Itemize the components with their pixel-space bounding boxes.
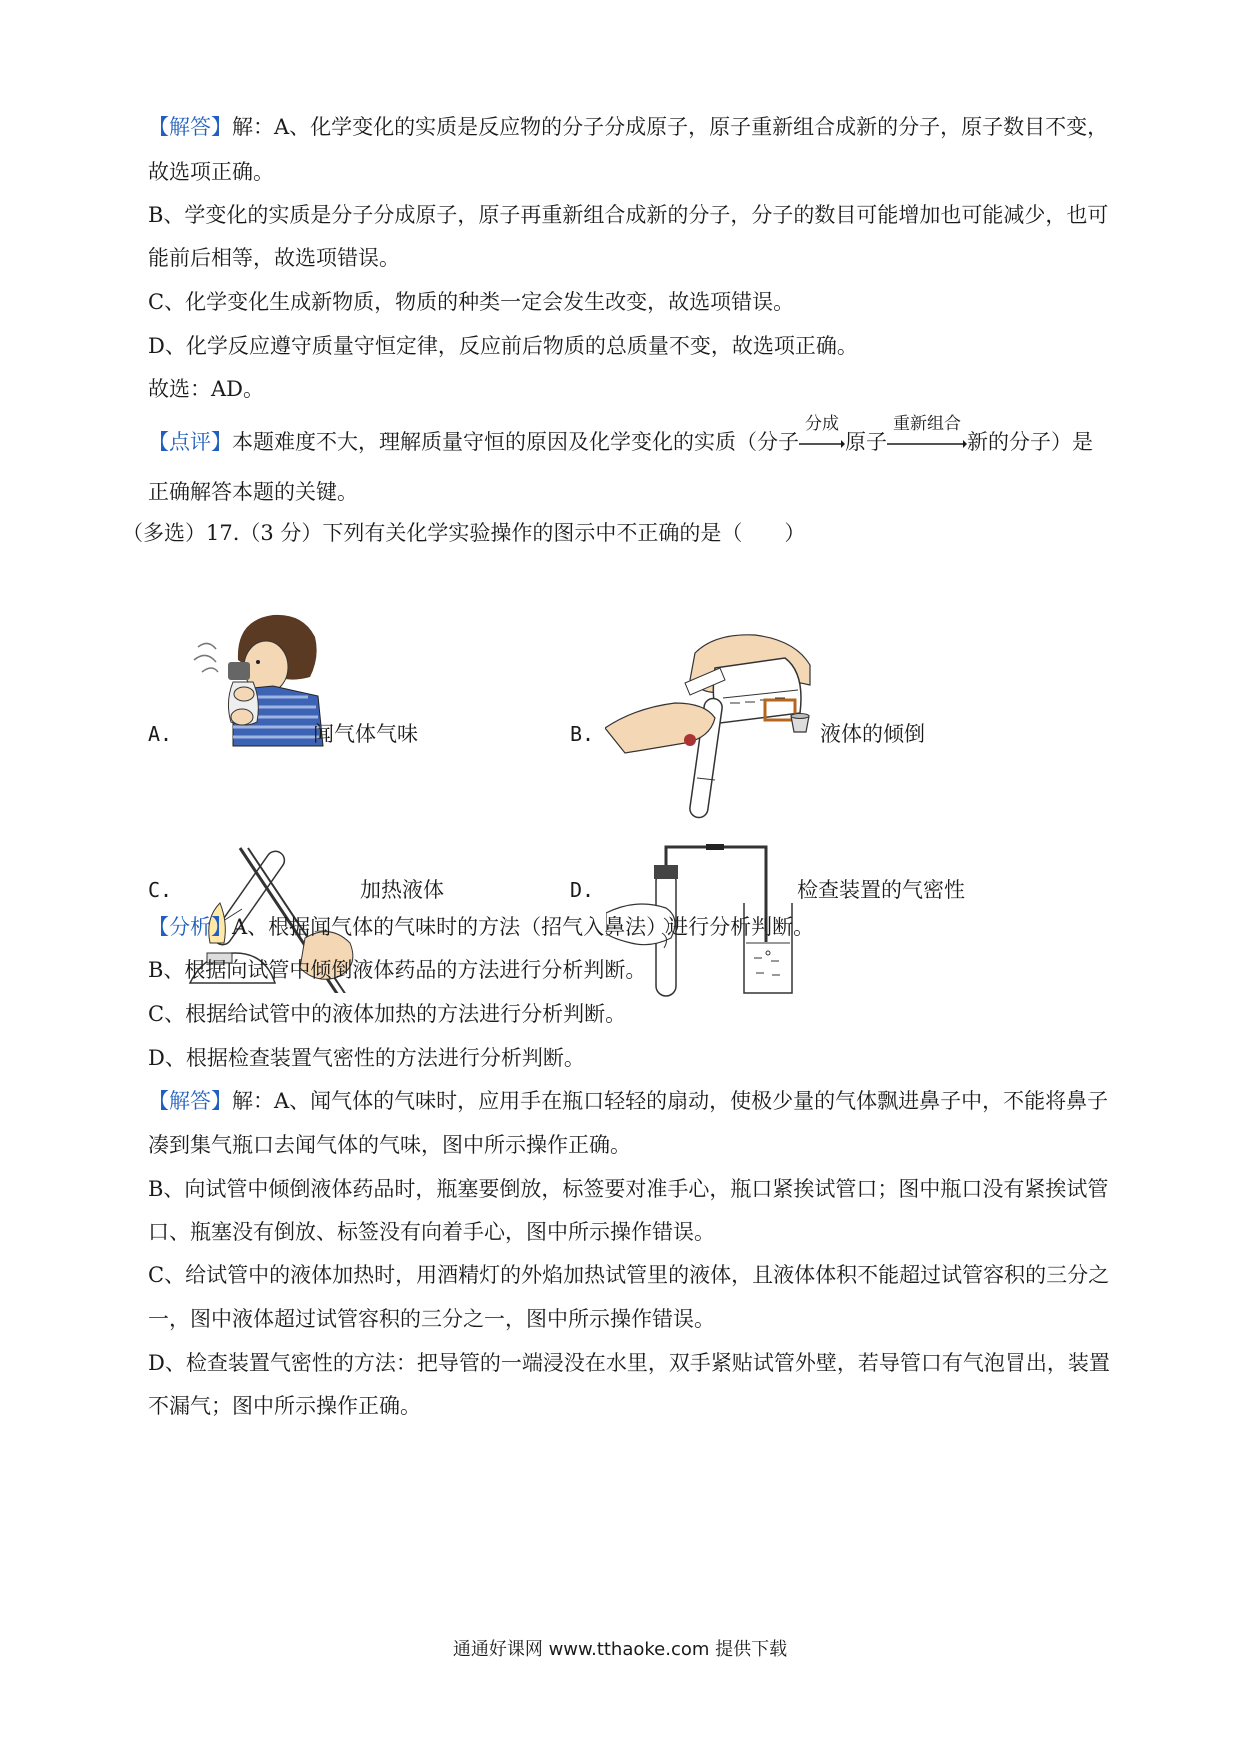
analysis-tag: 【分析】 xyxy=(148,915,232,939)
pouring-liquid-illustration xyxy=(605,628,815,828)
option-b-caption: 液体的倾倒 xyxy=(820,722,925,746)
answer1-line4: 能前后相等，故选项错误。 xyxy=(148,246,400,270)
option-a-caption: 闻气体气味 xyxy=(313,722,418,746)
answer2-line2: 凑到集气瓶口去闻气体的气味，图中所示操作正确。 xyxy=(148,1133,631,1157)
bottle-stopper-icon xyxy=(788,712,812,736)
analysis-line1: 【分析】A、根据闻气体的气味时的方法（招气入鼻法）进行分析判断。 xyxy=(148,915,815,939)
answer2-line3: B、向试管中倾倒液体药品时，瓶塞要倒放，标签要对准手心，瓶口紧挨试管口；图中瓶口没有紧挨试管 xyxy=(148,1177,1109,1201)
comment-line1: 【点评】本题难度不大，理解质量守恒的原因及化学变化的实质（分子 分成 原子 重新组合 新的分子）是 xyxy=(148,414,1093,454)
answer2-line8: 不漏气；图中所示操作正确。 xyxy=(148,1394,421,1418)
analysis-line4: D、根据检查装置气密性的方法进行分析判断。 xyxy=(148,1046,585,1070)
comment-tag: 【点评】 xyxy=(148,430,232,454)
option-c-letter: C. xyxy=(148,878,173,902)
option-a-letter: A. xyxy=(148,722,173,746)
answer2-line5: C、给试管中的液体加热时，用酒精灯的外焰加热试管里的液体，且液体体积不能超过试管容积的三分之 xyxy=(148,1263,1110,1287)
answer1-line3: B、学变化的实质是分子分成原子，原子再重新组合成新的分子，分子的数目可能增加也可能减少，也可 xyxy=(148,203,1109,227)
page-footer: 通通好课网 www.tthaoke.com 提供下载 xyxy=(452,1639,788,1660)
arrow-icon xyxy=(887,435,967,449)
answer1-line7: 故选：AD。 xyxy=(148,377,265,401)
option-d-letter: D. xyxy=(570,878,595,902)
answer2-line4: 口、瓶塞没有倒放、标签没有向着手心，图中所示操作错误。 xyxy=(148,1220,715,1244)
analysis-line3: C、根据给试管中的液体加热的方法进行分析判断。 xyxy=(148,1002,627,1026)
arrow-icon xyxy=(799,435,845,449)
option-b-letter: B. xyxy=(570,722,595,746)
answer1-line2: 故选项正确。 xyxy=(148,160,274,184)
option-d-caption: 检查装置的气密性 xyxy=(797,878,965,902)
answer2-line7: D、检查装置气密性的方法：把导管的一端浸没在水里，双手紧贴试管外壁，若导管口有气泡冒出，装置 xyxy=(148,1351,1110,1375)
answer2-line1: 【解答】解：A、闻气体的气味时，应用手在瓶口轻轻的扇动，使极少量的气体飘进鼻子中，不能将鼻子 xyxy=(148,1089,1109,1113)
person-sniffing-illustration xyxy=(178,612,328,747)
question-text: （多选）17.（3 分）下列有关化学实验操作的图示中不正确的是（ ） xyxy=(122,521,806,545)
answer-tag: 【解答】 xyxy=(148,1089,232,1113)
answer-tag: 【解答】 xyxy=(148,115,232,139)
answer2-line6: 一，图中液体超过试管容积的三分之一，图中所示操作错误。 xyxy=(148,1307,715,1331)
analysis-line2: B、根据向试管中倾倒液体药品的方法进行分析判断。 xyxy=(148,958,647,982)
comment-line2: 正确解答本题的关键。 xyxy=(148,480,358,504)
option-c-caption: 加热液体 xyxy=(360,878,444,902)
arrow-recombine: 重新组合 xyxy=(887,435,967,449)
answer1-line6: D、化学反应遵守质量守恒定律，反应前后物质的总质量不变，故选项正确。 xyxy=(148,334,858,358)
answer1-line1: 【解答】解：A、化学变化的实质是反应物的分子分成原子，原子重新组合成新的分子，原子数目不变， xyxy=(148,115,1109,139)
answer1-line5: C、化学变化生成新物质，物质的种类一定会发生改变，故选项错误。 xyxy=(148,290,795,314)
arrow-split: 分成 xyxy=(799,435,845,449)
